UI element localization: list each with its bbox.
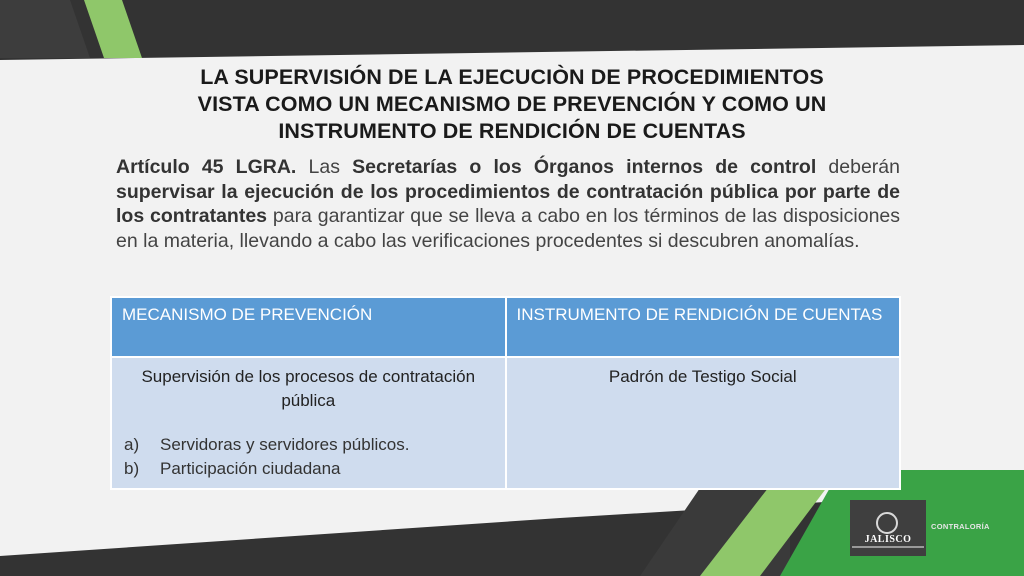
table-row bbox=[111, 357, 900, 489]
title-line-1: LA SUPERVISIÓN DE LA EJECUCIÒN DE PROCEDIMIENTOS bbox=[200, 65, 824, 89]
list-item-text: Participación ciudadana bbox=[160, 459, 341, 478]
paragraph-text-1: Las bbox=[296, 156, 353, 178]
list-item-text: Servidoras y servidores públicos. bbox=[160, 435, 410, 454]
cell-prevention-list bbox=[122, 433, 495, 481]
top-dark-band bbox=[0, 0, 1024, 60]
paragraph-text-3: para garantizar que se lleva a cabo en los términos de las disposiciones en la materia, llevando a cabo las verificaciones procedentes si descubren anomalías. bbox=[116, 205, 901, 252]
list-item bbox=[122, 433, 495, 457]
slide-title bbox=[100, 64, 924, 145]
seal-icon bbox=[876, 512, 898, 534]
cell-accountability bbox=[506, 357, 901, 489]
header-prevention: MECANISMO DE PREVENCIÓN bbox=[111, 297, 506, 357]
logo-underline bbox=[852, 546, 924, 548]
article-paragraph bbox=[116, 155, 900, 253]
list-marker: a) bbox=[124, 435, 140, 454]
title-line-3: INSTRUMENTO DE RENDICIÓN DE CUENTAS bbox=[278, 119, 746, 143]
article-reference: Artículo 45 LGRA. bbox=[116, 156, 297, 178]
paragraph-text-2: deberán bbox=[816, 156, 900, 178]
list-marker: b) bbox=[124, 459, 140, 478]
org-label: CONTRALORÍA bbox=[931, 522, 990, 531]
table-header-row bbox=[111, 297, 900, 357]
paragraph-bold-2: supervisar la ejecución de los procedimientos de contratación pública por parte de los contratantes bbox=[116, 180, 900, 227]
cell-prevention-title: Supervisión de los procesos de contratación pública bbox=[141, 367, 476, 410]
cell-prevention bbox=[111, 357, 506, 489]
logo-text: JALISCO bbox=[864, 534, 912, 545]
header-accountability: INSTRUMENTO DE RENDICIÓN DE CUENTAS bbox=[506, 297, 901, 357]
cell-accountability-text: Padrón de Testigo Social bbox=[608, 367, 797, 386]
comparison-table bbox=[110, 296, 901, 490]
title-line-2: VISTA COMO UN MECANISMO DE PREVENCIÓN Y COMO UN bbox=[197, 92, 827, 116]
list-item bbox=[122, 457, 495, 481]
paragraph-bold-1: Secretarías o los Órganos internos de control bbox=[352, 156, 817, 178]
